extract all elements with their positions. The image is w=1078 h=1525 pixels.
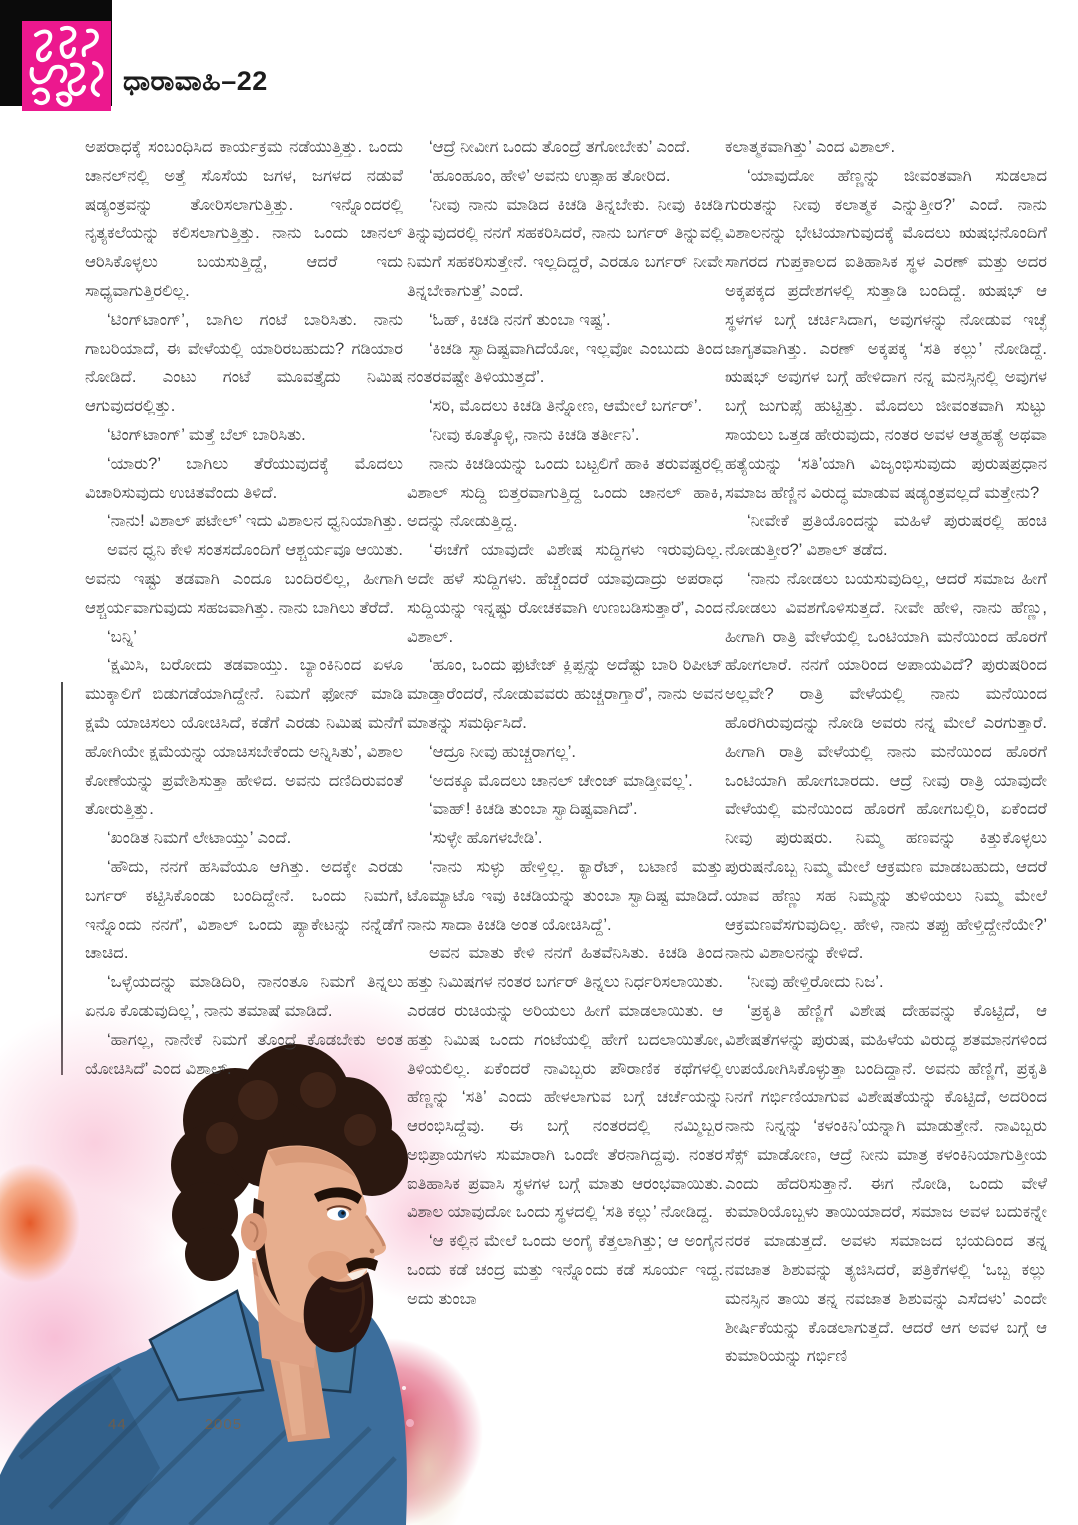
paragraph: ‘ಬನ್ನಿ’ bbox=[107, 627, 137, 646]
paragraph: ‘ನೀವು ಕೂತ್ಕೊಳ್ಳಿ, ನಾನು ಕಿಚಡಿ ತರ್ತೀನಿ’. bbox=[429, 425, 640, 444]
man-profile-illustration bbox=[0, 1038, 455, 1525]
paragraph: ‘ಕ್ಷಮಿಸಿ, ಬರೋದು ತಡವಾಯ್ತು. ಬ್ಯಾಂಕಿನಿಂದ ಏಳೂ ಮುಕ್ಕಾಲಿಗೆ ಬಿಡುಗಡೆಯಾಗಿದ್ದೇನೆ. ನಿಮಗೆ ಫೋನ್ ಮಾಡಿ ಕ್ಷಮೆ ಯಾಚಿಸಲು ಯೋಚಿಸಿದೆ, ಕಡೆಗೆ ಎರಡು ನಿಮಿಷ ಮನೆಗೆ ಹೋಗಿಯೇ ಕ್ಷಮೆಯನ್ನು ಯಾಚಿಸಬೇಕೆಂದು ಅನ್ನಿಸಿತು’, ವಿಶಾಲ ಕೋಣೆಯನ್ನು ಪ್ರವೇಶಿಸುತ್ತಾ ಹೇಳಿದ. ಅವನು ದಣಿದಿರುವಂತೆ ತೋರುತ್ತಿತ್ತು. bbox=[85, 656, 403, 819]
paragraph: ‘ಪ್ರಕೃತಿ ಹೆಣ್ಣಿಗೆ ವಿಶೇಷ ದೇಹವನ್ನು ಕೊಟ್ಟಿದೆ, ಆ ವಿಶೇಷತೆಗಳನ್ನು ಪುರುಷ, ಮಹಿಳೆಯ ವಿರುದ್ಧ ಶತಮಾನಗಳಿಂದ ಉಪಯೋಗಿಸಿಕೊಳ್ಳುತ್ತಾ ಬಂದಿದ್ದಾನೆ. ಅವನು ಹೆಣ್ಣಿಗೆ, ಪ್ರಕೃತಿ ನಿನಗೆ ಗರ್ಭಿಣಿಯಾಗುವ ವಿಶೇಷತೆಯನ್ನು ಕೊಟ್ಟಿದೆ, ಅದರಿಂದ ನಾನು ನಿನ್ನನ್ನು ‘ಕಳಂಕಿನಿ’ಯನ್ನಾಗಿ ಮಾಡುತ್ತೇನೆ. ನಾವಿಬ್ಬರು ಸೆಕ್ಸ್ ಮಾಡೋಣ, ಆದ್ರೆ ನೀನು ಮಾತ್ರ ಕಳಂಕಿನಿಯಾಗುತ್ತೀಯ ಎಂದು ಹೆದರಿಸುತ್ತಾನೆ. ಈಗ ನೋಡಿ, ಒಂದು ವೇಳೆ ಕುಮಾರಿಯೊಬ್ಬಳು ತಾಯಿಯಾದರೆ, ಸಮಾಜ ಅವಳ ಬದುಕನ್ನೇ ನರಕ ಮಾಡುತ್ತದೆ. ಅವಳು ಸಮಾಜದ ಭಯದಿಂದ ತನ್ನ ನವಜಾತ ಶಿಶುವನ್ನು ತ್ಯಜಿಸಿದರೆ, ಪತ್ರಿಕೆಗಳಲ್ಲಿ ‘ಒಬ್ಬ ಕಲ್ಲು ಮನಸ್ಸಿನ ತಾಯಿ ತನ್ನ ನವಜಾತ ಶಿಶುವನ್ನು ಎಸೆದಳು’ ಎಂದೇ ಶೀರ್ಷಿಕೆಯನ್ನು ಕೊಡಲಾಗುತ್ತದೆ. ಆದರೆ ಆಗ ಅವಳ ಬಗ್ಗೆ ಆ ಕುಮಾರಿಯನ್ನು ಗರ್ಭಿಣಿ bbox=[725, 1001, 1047, 1366]
text-column-3 bbox=[725, 133, 1047, 1423]
paragraph: ಕಲಾತ್ಮಕವಾಗಿತ್ತು’ ಎಂದ ವಿಶಾಲ್. bbox=[725, 138, 896, 156]
paragraph: ‘ಖಂಡಿತ ನಿಮಗೆ ಲೇಟಾಯ್ತು’ ಎಂದೆ. bbox=[107, 829, 292, 848]
paragraph: ‘ಆ ಕಲ್ಲಿನ ಮೇಲೆ ಒಂದು ಅಂಗೈ ಕೆತ್ತಲಾಗಿತ್ತು; ಆ ಅಂಗೈನ ಒಂದು ಕಡೆ ಚಂದ್ರ ಮತ್ತು ಇನ್ನೊಂದು ಕಡೆ ಸೂರ್ಯ ಇದ್ದ. ಅದು ತುಂಬಾ bbox=[407, 1232, 723, 1308]
text-column-1 bbox=[85, 133, 403, 1078]
paragraph: ‘ನಾನು ಸುಳ್ಳು ಹೇಳ್ತಿಲ್ಲ. ಕ್ಯಾರೆಟ್, ಬಟಾಣಿ ಮತ್ತು ಟೊಮ್ಯಾಟೊ ಇವು ಕಿಚಡಿಯನ್ನು ತುಂಬಾ ಸ್ವಾದಿಷ್ಟ ಮಾಡಿದೆ. ನಾನು ಸಾದಾ ಕಿಚಡಿ ಅಂತ ಯೋಚಿಸಿದ್ದೆ’. bbox=[407, 857, 723, 934]
magazine-logo-icon bbox=[22, 21, 111, 111]
paragraph: ‘ಓಹ್, ಕಿಚಡಿ ನನಗೆ ತುಂಬಾ ಇಷ್ಟ’. bbox=[429, 310, 611, 329]
paragraph: ‘ಹಾಗಲ್ಲ, ನಾನೇಕೆ ನಿಮಗೆ ತೊಂದ್ರೆ ಕೊಡಬೇಕು ಅಂತ ಯೋಚಿಸಿದೆ’ ಎಂದ ವಿಶಾಲ್. bbox=[85, 1030, 403, 1078]
paragraph: ‘ಯಾರು?’ ಬಾಗಿಲು ತೆರೆಯುವುದಕ್ಕೆ ಮೊದಲು ವಿಚಾರಿಸುವುದು ಉಚಿತವೆಂದು ತಿಳಿದೆ. bbox=[85, 454, 403, 502]
paragraph: ‘ಹೂಂಹೂಂ, ಹೇಳಿ’ ಅವನು ಉತ್ಸಾಹ ತೋರಿದ. bbox=[429, 166, 671, 185]
paragraph: ‘ಹೂಂ, ಒಂದು ಫುಟೇಜ್ ಕ್ಲಿಪ್ಪನ್ನು ಅದೆಷ್ಟು ಬಾರಿ ರಿಪೀಟ್ ಮಾಡ್ತಾರೆಂದರೆ, ನೋಡುವವರು ಹುಚ್ಚರಾಗ್ತಾರೆ’, ನಾನು ಅವನ ಮಾತನ್ನು ಸಮರ್ಥಿಸಿದೆ. bbox=[407, 656, 723, 732]
paragraph: ‘ಆದ್ರೂ ನೀವು ಹುಚ್ಚರಾಗಲ್ಲ’. bbox=[429, 742, 576, 761]
paragraph: ‘ಯಾವುದೋ ಹೆಣ್ಣನ್ನು ಜೀವಂತವಾಗಿ ಸುಡಲಾದ ಗುರುತನ್ನು ನೀವು ಕಲಾತ್ಮಕ ಎನ್ನುತ್ತೀರ?’ ಎಂದೆ. ನಾನು ವಿಶಾಲನನ್ನು ಭೇಟಿಯಾಗುವುದಕ್ಕೆ ಮೊದಲು ಋಷಭನೊಂದಿಗೆ ಸಾಗರದ ಗುಪ್ತಕಾಲದ ಐತಿಹಾಸಿಕ ಸ್ಥಳ ಎರಣ್ ಮತ್ತು ಅದರ ಅಕ್ಕಪಕ್ಕದ ಪ್ರದೇಶಗಳಲ್ಲಿ ಸುತ್ತಾಡಿ ಬಂದಿದ್ದೆ. ಋಷಭ್ ಆ ಸ್ಥಳಗಳ ಬಗ್ಗೆ ಚರ್ಚಿಸಿದಾಗ, ಅವುಗಳನ್ನು ನೋಡುವ ಇಚ್ಛೆ ಜಾಗೃತವಾಗಿತ್ತು. ಎರಣ್ ಅಕ್ಕಪಕ್ಕ ‘ಸತಿ ಕಲ್ಲು’ ನೋಡಿದ್ದೆ. ಋಷಭ್ ಅವುಗಳ ಬಗ್ಗೆ ಹೇಳಿದಾಗ ನನ್ನ ಮನಸ್ಸಿನಲ್ಲಿ ಅವುಗಳ ಬಗ್ಗೆ ಜುಗುಪ್ಸೆ ಹುಟ್ಟಿತ್ತು. ಮೊದಲು ಜೀವಂತವಾಗಿ ಸುಟ್ಟು ಸಾಯಲು ಒತ್ತಡ ಹೇರುವುದು, ನಂತರ ಅವಳ ಆತ್ಮಹತ್ಯೆ ಅಥವಾ ಹತ್ಯೆಯನ್ನು ‘ಸತಿ’ಯಾಗಿ ವಿಜೃಂಭಿಸುವುದು ಪುರುಷಪ್ರಧಾನ ಸಮಾಜ ಹೆಣ್ಣಿನ ವಿರುದ್ಧ ಮಾಡುವ ಷಡ್ಯಂತ್ರವಲ್ಲದೆ ಮತ್ತೇನು? bbox=[725, 166, 1047, 502]
text-column-2 bbox=[407, 133, 723, 1413]
paragraph: ಅಪರಾಧಕ್ಕೆ ಸಂಬಂಧಿಸಿದ ಕಾರ್ಯಕ್ರಮ ನಡೆಯುತ್ತಿತ್ತು. ಒಂದು ಚಾನಲ್‌ನಲ್ಲಿ ಅತ್ತೆ ಸೊಸೆಯ ಜಗಳ, ಜಗಳದ ನಡುವೆ ಷಡ್ಯಂತ್ರವನ್ನು ತೋರಿಸಲಾಗುತ್ತಿತ್ತು. ಇನ್ನೊಂದರಲ್ಲಿ ನೃತ್ಯಕಲೆಯನ್ನು ಕಲಿಸಲಾಗುತ್ತಿತ್ತು. ನಾನು ಒಂದು ಚಾನಲ್ ಆರಿಸಿಕೊಳ್ಳಲು ಬಯಸುತ್ತಿದ್ದೆ, ಆದರೆ ಇದು ಸಾಧ್ಯವಾಗುತ್ತಿರಲಿಲ್ಲ. bbox=[85, 138, 403, 300]
paragraph: ‘ಟಿಂಗ್‌ಟಾಂಗ್’, ಬಾಗಿಲ ಗಂಟೆ ಬಾರಿಸಿತು. ನಾನು ಗಾಬರಿಯಾದೆ, ಈ ವೇಳೆಯಲ್ಲಿ ಯಾರಿರಬಹುದು? ಗಡಿಯಾರ ನೋಡಿದೆ. ಎಂಟು ಗಂಟೆ ಮೂವತ್ತೈದು ನಿಮಿಷ ಆಗುವುದರಲ್ಲಿತ್ತು. bbox=[85, 310, 403, 416]
paragraph: ‘ಹೌದು, ನನಗೆ ಹಸಿವೆಯೂ ಆಗಿತ್ತು. ಅದಕ್ಕೇ ಎರಡು ಬರ್ಗರ್ ಕಟ್ಟಿಸಿಕೊಂಡು ಬಂದಿದ್ದೇನೆ. ಒಂದು ನಿಮಗೆ, ಇನ್ನೊಂದು ನನಗೆ’, ವಿಶಾಲ್ ಒಂದು ಪ್ಯಾಕೇಟನ್ನು ನನ್ನೆಡೆಗೆ ಚಾಚಿದ. bbox=[85, 857, 403, 963]
page-watermark bbox=[108, 1416, 242, 1433]
paragraph: ‘ಆದ್ರೆ ನೀವೀಗ ಒಂದು ತೊಂದ್ರೆ ತಗೋಬೇಕು’ ಎಂದೆ. bbox=[429, 138, 691, 156]
paragraph: ‘ನೀವು ನಾನು ಮಾಡಿದ ಕಿಚಡಿ ತಿನ್ನಬೇಕು. ನೀವು ಕಿಚಡಿ ತಿನ್ನುವುದರಲ್ಲಿ ನನಗೆ ಸಹಕರಿಸಿದರೆ, ನಾನು ಬರ್ಗರ್ ತಿನ್ನುವಲ್ಲಿ ನಿಮಗೆ ಸಹಕರಿಸುತ್ತೇನೆ. ಇಲ್ಲದಿದ್ದರೆ, ಎರಡೂ ಬರ್ಗರ್ ನೀವೇ ತಿನ್ನಬೇಕಾಗುತ್ತೆ’ ಎಂದೆ. bbox=[407, 195, 723, 300]
watermark-year: 2005 bbox=[204, 1416, 243, 1433]
watermark-number: 44 bbox=[108, 1416, 127, 1433]
paragraph: ‘ಕಿಚಡಿ ಸ್ವಾದಿಷ್ಟವಾಗಿದೆಯೋ, ಇಲ್ಲವೋ ಎಂಬುದು ತಿಂದ ನಂತರವಷ್ಟೇ ತಿಳಿಯುತ್ತದೆ’. bbox=[407, 339, 723, 387]
paragraph: ‘ವಾಹ್! ಕಿಚಡಿ ತುಂಬಾ ಸ್ವಾದಿಷ್ಟವಾಗಿದೆ’. bbox=[429, 800, 638, 819]
paragraph: ‘ಟಿಂಗ್‌ಟಾಂಗ್’ ಮತ್ತೆ ಬೆಲ್ ಬಾರಿಸಿತು. bbox=[107, 425, 306, 444]
paragraph: ‘ಒಳ್ಳೆಯದನ್ನು ಮಾಡಿದಿರಿ, ನಾನಂತೂ ನಿಮಗೆ ತಿನ್ನಲು ಏನೂ ಕೊಡುವುದಿಲ್ಲ’, ನಾನು ತಮಾಷೆ ಮಾಡಿದೆ. bbox=[85, 973, 403, 1020]
paragraph: ‘ನೀವೇಕೆ ಪ್ರತಿಯೊಂದನ್ನು ಮಹಿಳೆ ಪುರುಷರಲ್ಲಿ ಹಂಚಿ ನೋಡುತ್ತೀರ?’ ವಿಶಾಲ್ ತಡೆದ. bbox=[725, 512, 1047, 560]
paragraph: ಅವನ ಮಾತು ಕೇಳಿ ನನಗೆ ಹಿತವೆನಿಸಿತು. ಕಿಚಡಿ ತಿಂದ ಹತ್ತು ನಿಮಿಷಗಳ ನಂತರ ಬರ್ಗರ್ ತಿನ್ನಲು ನಿರ್ಧರಿಸಲಾಯಿತು. ಎರಡರ ರುಚಿಯನ್ನು ಅರಿಯಲು ಹೀಗೆ ಮಾಡಲಾಯಿತು. ಆ ಹತ್ತು ನಿಮಿಷ ಒಂದು ಗಂಟೆಯಲ್ಲಿ ಹೇಗೆ ಬದಲಾಯಿತೋ, ತಿಳಿಯಲಿಲ್ಲ. ಏಕೆಂದರೆ ನಾವಿಬ್ಬರು ಪೌರಾಣಿಕ ಕಥೆಗಳಲ್ಲಿ ಹೆಣ್ಣನ್ನು ‘ಸತಿ’ ಎಂದು ಹೇಳಲಾಗುವ ಬಗ್ಗೆ ಚರ್ಚೆಯನ್ನು ಆರಂಭಿಸಿದ್ದೆವು. ಈ ಬಗ್ಗೆ ನಂತರದಲ್ಲಿ ನಮ್ಮಿಬ್ಬರ ಅಭಿಪ್ರಾಯಗಳು ಸುಮಾರಾಗಿ ಒಂದೇ ತೆರನಾಗಿದ್ದವು. ನಂತರ ಐತಿಹಾಸಿಕ ಪ್ರವಾಸಿ ಸ್ಥಳಗಳ ಬಗ್ಗೆ ಮಾತು ಆರಂಭವಾಯಿತು. ವಿಶಾಲ ಯಾವುದೋ ಒಂದು ಸ್ಥಳದಲ್ಲಿ ‘ಸತಿ ಕಲ್ಲು’ ನೋಡಿದ್ದ. bbox=[407, 944, 723, 1222]
paragraph: ‘ಅದಕ್ಕೂ ಮೊದಲು ಚಾನಲ್ ಚೇಂಜ್ ಮಾಡ್ತೀವಲ್ಲ’. bbox=[429, 771, 693, 790]
paragraph: ‘ಸುಳ್ಳೇ ಹೊಗಳಬೇಡಿ’. bbox=[429, 829, 543, 848]
paragraph: ನಾನು ಕಿಚಡಿಯನ್ನು ಒಂದು ಬಟ್ಟಲಿಗೆ ಹಾಕಿ ತರುವಷ್ಟರಲ್ಲಿ ವಿಶಾಲ್ ಸುದ್ದಿ ಬಿತ್ತರವಾಗುತ್ತಿದ್ದ ಒಂದು ಚಾನಲ್ ಹಾಕಿ, ಅದನ್ನು ನೋಡುತ್ತಿದ್ದ. bbox=[407, 454, 723, 531]
paragraph: ‘ನೀವು ಹೇಳ್ತಿರೋದು ನಿಜ’. bbox=[747, 973, 884, 992]
paragraph: ‘ಸರಿ, ಮೊದಲು ಕಿಚಡಿ ತಿನ್ನೋಣ, ಆಮೇಲೆ ಬರ್ಗರ್’. bbox=[429, 397, 703, 416]
serial-heading: ಧಾರಾವಾಹಿ–22 bbox=[123, 66, 268, 96]
paragraph: ‘ನಾನು ನೋಡಲು ಬಯಸುವುದಿಲ್ಲ, ಆದರೆ ಸಮಾಜ ಹೀಗೆ ನೋಡಲು ವಿವಶಗೊಳಿಸುತ್ತದೆ. ನೀವೇ ಹೇಳಿ, ನಾನು ಹೆಣ್ಣು, ಹೀಗಾಗಿ ರಾತ್ರಿ ವೇಳೆಯಲ್ಲಿ ಒಂಟಿಯಾಗಿ ಮನೆಯಿಂದ ಹೊರಗೆ ಹೋಗಲಾರೆ. ನನಗೆ ಯಾರಿಂದ ಅಪಾಯವಿದೆ? ಪುರುಷರಿಂದ ಅಲ್ಲವೇ? ರಾತ್ರಿ ವೇಳೆಯಲ್ಲಿ ನಾನು ಮನೆಯಿಂದ ಹೊರಗಿರುವುದನ್ನು ನೋಡಿ ಅವರು ನನ್ನ ಮೇಲೆ ಎರಗುತ್ತಾರೆ. ಹೀಗಾಗಿ ರಾತ್ರಿ ವೇಳೆಯಲ್ಲಿ ನಾನು ಮನೆಯಿಂದ ಹೊರಗೆ ಒಂಟಿಯಾಗಿ ಹೋಗಬಾರದು. ಆದ್ರೆ ನೀವು ರಾತ್ರಿ ಯಾವುದೇ ವೇಳೆಯಲ್ಲಿ ಮನೆಯಿಂದ ಹೊರಗೆ ಹೋಗಬಲ್ಲಿರಿ, ಏಕೆಂದರೆ ನೀವು ಪುರುಷರು. ನಿಮ್ಮ ಹಣವನ್ನು ಕಿತ್ತುಕೊಳ್ಳಲು ಪುರುಷನೊಬ್ಬ ನಿಮ್ಮ ಮೇಲೆ ಆಕ್ರಮಣ ಮಾಡಬಹುದು, ಆದರೆ ಯಾವ ಹೆಣ್ಣು ಸಹ ನಿಮ್ಮನ್ನು ತುಳಿಯಲು ನಿಮ್ಮ ಮೇಲೆ ಆಕ್ರಮಣವೆಸಗುವುದಿಲ್ಲ. ಹೇಳಿ, ನಾನು ತಪ್ಪು ಹೇಳ್ತಿದ್ದೇನೆಯೇ?’ ನಾನು ವಿಶಾಲನನ್ನು ಕೇಳಿದೆ. bbox=[725, 569, 1047, 963]
paragraph: ‘ಈಚೆಗೆ ಯಾವುದೇ ವಿಶೇಷ ಸುದ್ದಿಗಳು ಇರುವುದಿಲ್ಲ. ಅದೇ ಹಳೆ ಸುದ್ದಿಗಳು. ಹೆಚ್ಚೆಂದರೆ ಯಾವುದಾದ್ರು ಅಪರಾಧ ಸುದ್ದಿಯನ್ನು ಇನ್ನಷ್ಟು ರೋಚಕವಾಗಿ ಉಣಬಡಿಸುತ್ತಾರೆ’, ಎಂದ ವಿಶಾಲ್. bbox=[407, 541, 723, 646]
paragraph: ಅವನ ಧ್ವನಿ ಕೇಳಿ ಸಂತಸದೊಂದಿಗೆ ಆಶ್ಚರ್ಯವೂ ಆಯಿತು. ಅವನು ಇಷ್ಟು ತಡವಾಗಿ ಎಂದೂ ಬಂದಿರಲಿಲ್ಲ, ಹೀಗಾಗಿ ಆಶ್ಚರ್ಯವಾಗುವುದು ಸಹಜವಾಗಿತ್ತು. ನಾನು ಬಾಗಿಲು ತೆರೆದೆ. bbox=[85, 541, 403, 617]
paragraph: ‘ನಾನು! ವಿಶಾಲ್ ಪಟೇಲ್’ ಇದು ವಿಶಾಲನ ಧ್ವನಿಯಾಗಿತ್ತು. bbox=[107, 512, 403, 531]
